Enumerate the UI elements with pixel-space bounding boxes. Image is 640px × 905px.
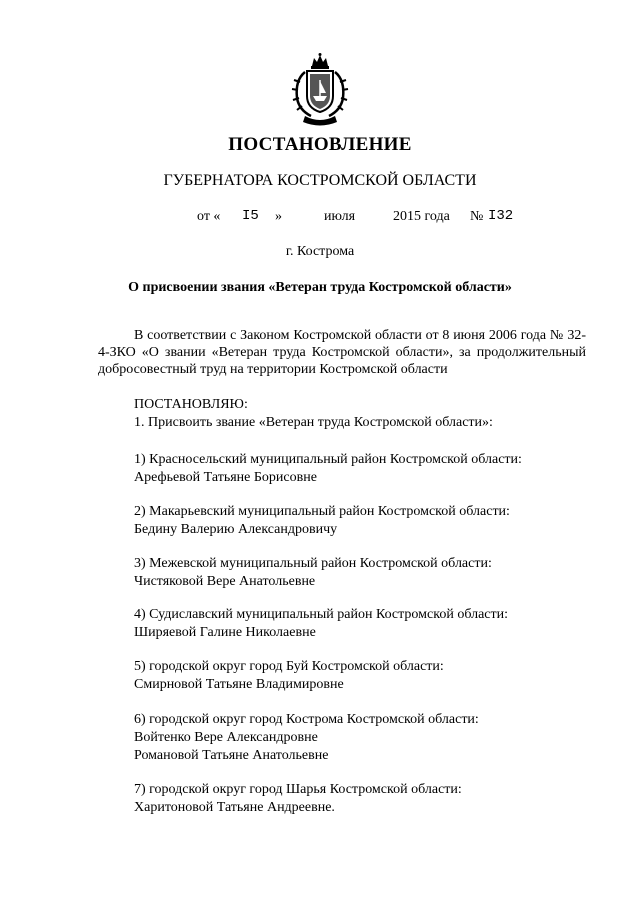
group-district: 6) городской округ город Кострома Костромской области: — [134, 712, 479, 727]
award-group-5 — [134, 658, 444, 694]
date-year: 2015 года — [393, 209, 450, 224]
date-day-close: » — [275, 209, 282, 224]
date-prefix: от « — [197, 209, 221, 224]
group-district: 4) Судиславский муниципальный район Костромской области: — [134, 607, 509, 622]
award-group-4 — [134, 606, 508, 642]
city-name: г. Кострома — [285, 244, 355, 259]
resolve-word: ПОСТАНОВЛЯЮ: — [134, 397, 248, 412]
group-person: Смирновой Татьяне Владимировне — [134, 677, 344, 692]
group-district: 5) городской округ город Буй Костромской области: — [134, 659, 444, 674]
group-person: Ширяевой Галине Николаевне — [134, 625, 316, 640]
group-district: 1) Красносельский муниципальный район Костромской области: — [134, 452, 522, 467]
group-person: Чистяковой Вере Анатольевне — [134, 574, 316, 589]
group-person: Романовой Татьяне Анатольевне — [134, 748, 329, 763]
group-person: Бедину Валерию Александровичу — [134, 522, 338, 537]
intro-text: В соответствии с Законом Костромской области от 8 июня 2006 года № 32-4-ЗКО «О звании «Ветеран труда Костромской области», за продолжительный добросовестный труд на территории Костромской области — [98, 328, 586, 377]
award-group-1 — [134, 451, 522, 487]
date-day: I5 — [242, 208, 259, 224]
item-1-text: 1. Присвоить звание «Ветеран труда Костромской области»: — [134, 415, 493, 430]
award-group-3 — [134, 555, 492, 591]
coat-of-arms-emblem — [289, 52, 351, 126]
date-month: июля — [324, 209, 356, 224]
group-district: 2) Макарьевский муниципальный район Костромской области: — [134, 504, 510, 519]
award-group-2 — [134, 503, 510, 539]
group-person: Войтенко Вере Александровне — [134, 730, 318, 745]
document-number-label: № — [470, 209, 484, 224]
resolution-block — [134, 396, 493, 432]
intro-paragraph — [98, 327, 586, 378]
document-subtitle: ГУБЕРНАТОРА КОСТРОМСКОЙ ОБЛАСТИ — [163, 172, 477, 189]
document-title: ПОСТАНОВЛЕНИЕ — [228, 134, 412, 155]
document-number: I32 — [488, 208, 514, 224]
date-line — [0, 209, 640, 229]
group-person: Харитоновой Татьяне Андреевне. — [134, 800, 335, 815]
group-person: Арефьевой Татьяне Борисовне — [134, 470, 317, 485]
award-group-6 — [134, 711, 479, 765]
group-district: 7) городской округ город Шарья Костромской области: — [134, 782, 462, 797]
group-district: 3) Межевской муниципальный район Костромской области: — [134, 556, 492, 571]
award-group-7 — [134, 781, 462, 817]
document-heading: О присвоении звания «Ветеран труда Костромской области» — [128, 280, 512, 295]
